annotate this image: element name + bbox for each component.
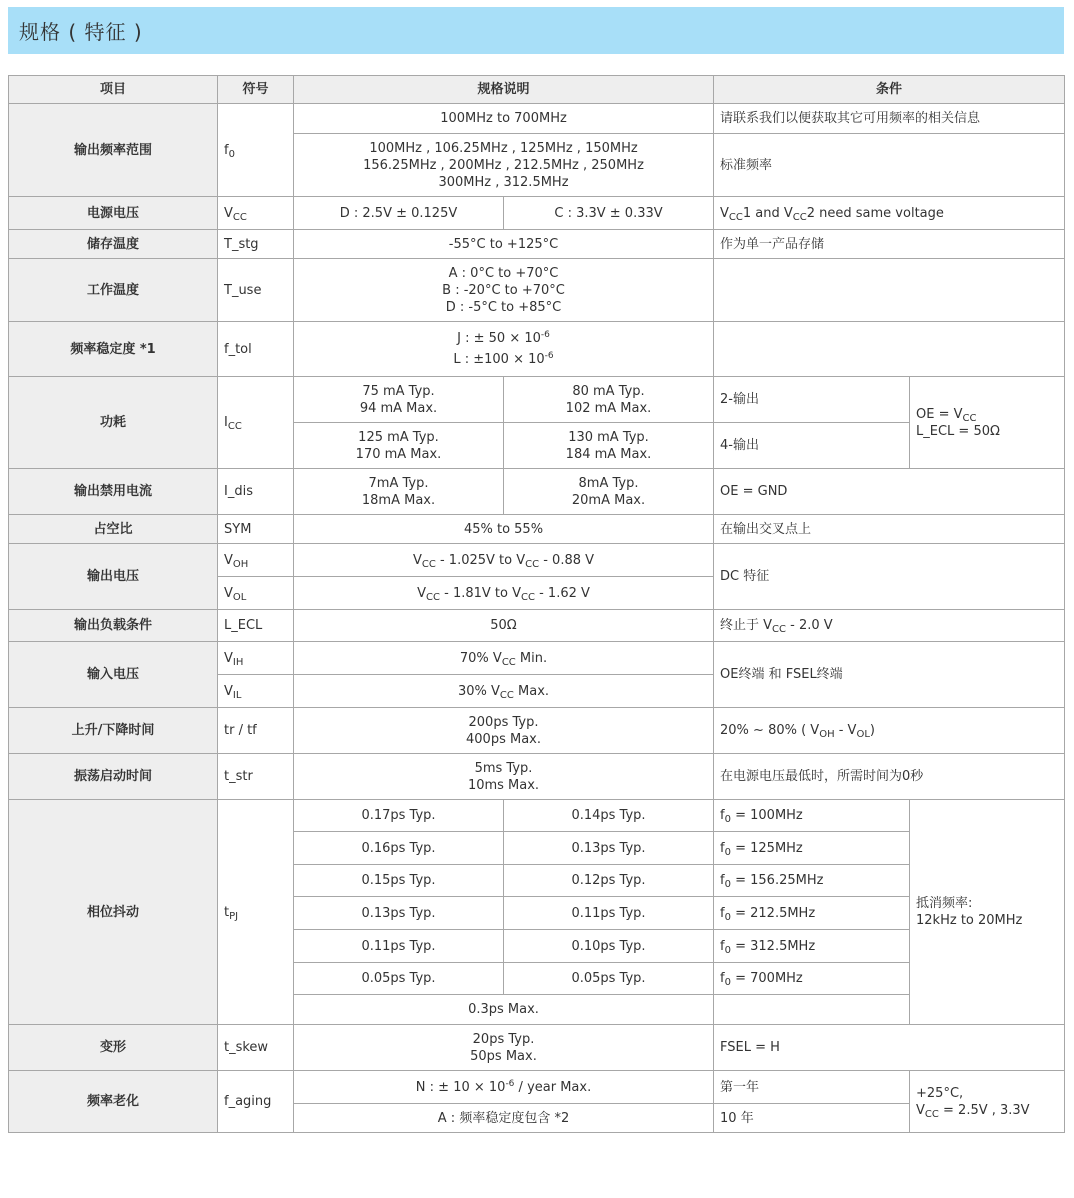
symbol-cell: $V_{OL}$ <box>218 577 294 610</box>
table-row <box>9 322 1065 377</box>
header-spec: 规格说明 <box>294 76 714 104</box>
table-row <box>9 197 1065 230</box>
spec-cell: 45% to 55% <box>294 515 714 544</box>
spec-cell: N : ± $10 \times 10^{-6}$ / year Max. <box>294 1071 714 1104</box>
table-row <box>9 544 1065 577</box>
symbol-cell: $V_{IH}$ <box>218 642 294 675</box>
symbol-cell: $I_{CC}$ <box>218 377 294 469</box>
row-label: 工作温度 <box>9 259 218 322</box>
row-label: 上升/下降时间 <box>9 708 218 754</box>
spec-cell: 0.11ps Typ. <box>294 930 504 963</box>
row-label: 占空比 <box>9 515 218 544</box>
spec-cell: 0.14ps Typ. <box>504 800 714 832</box>
spec-cell: 0.3ps Max. <box>294 995 714 1025</box>
spec-cell: 125 mA Typ. 170 mA Max. <box>294 423 504 469</box>
spec-cell: 0.10ps Typ. <box>504 930 714 963</box>
symbol-cell: $V_{IL}$ <box>218 675 294 708</box>
condition-cell: 在电源电压最低时，所需时间为0秒 <box>714 754 1065 800</box>
spec-cell: A : 0°C to +70°C B : -20°C to +70°C D : -5°C to +85°C <box>294 259 714 322</box>
row-label: 输出禁用电流 <box>9 469 218 515</box>
table-header-row <box>9 76 1065 104</box>
condition-cell: +25°C, $V_{CC} = 2.5V$ , 3.3V <box>910 1071 1065 1133</box>
symbol-cell: f_aging <box>218 1071 294 1133</box>
condition-cell: 4-输出 <box>714 423 910 469</box>
condition-cell: OE = GND <box>714 469 1065 515</box>
row-label: 输入电压 <box>9 642 218 708</box>
spec-cell: 0.05ps Typ. <box>504 963 714 995</box>
spec-cell: 100MHz , 106.25MHz , 125MHz , 150MHz 156.25MHz , 200MHz , 212.5MHz , 250MHz 300MHz , 312.5MHz <box>294 134 714 197</box>
spec-cell: 0.05ps Typ. <box>294 963 504 995</box>
condition-cell <box>714 322 1065 377</box>
table-row <box>9 259 1065 322</box>
row-label: 相位抖动 <box>9 800 218 1025</box>
spec-cell: 50Ω <box>294 610 714 642</box>
symbol-cell: SYM <box>218 515 294 544</box>
row-label: 功耗 <box>9 377 218 469</box>
condition-cell: $V_{CC}1$ and $V_{CC}2$ need same voltage <box>714 197 1065 230</box>
spec-cell: 70% $V_{CC}$ Min. <box>294 642 714 675</box>
spec-cell: $V_{CC} - 1.025V$ to $V_{CC} - 0.88$ V <box>294 544 714 577</box>
table-row <box>9 1071 1065 1104</box>
spec-cell: 100MHz to 700MHz <box>294 104 714 134</box>
symbol-cell: L_ECL <box>218 610 294 642</box>
symbol-cell: T_use <box>218 259 294 322</box>
spec-cell: 0.13ps Typ. <box>294 897 504 930</box>
table-row <box>9 754 1065 800</box>
spec-table <box>8 75 1065 1133</box>
condition-cell: 20% ~ 80% ( $V_{OH} - V_{OL}$) <box>714 708 1065 754</box>
row-label: 输出负载条件 <box>9 610 218 642</box>
spec-cell: 0.12ps Typ. <box>504 865 714 897</box>
symbol-cell: t_str <box>218 754 294 800</box>
condition-cell: OE = $V_{CC}$ L_ECL = 50Ω <box>910 377 1065 469</box>
condition-cell: $f_0 = 100MHz$ <box>714 800 910 832</box>
spec-cell: 20ps Typ. 50ps Max. <box>294 1025 714 1071</box>
spec-cell: 0.17ps Typ. <box>294 800 504 832</box>
spec-cell: 130 mA Typ. 184 mA Max. <box>504 423 714 469</box>
spec-cell: -55°C to +125°C <box>294 230 714 259</box>
row-label: 频率老化 <box>9 1071 218 1133</box>
header-item: 项目 <box>9 76 218 104</box>
section-header <box>8 7 1064 54</box>
symbol-cell: $V_{CC}$ <box>218 197 294 230</box>
condition-cell: 2-输出 <box>714 377 910 423</box>
condition-cell: $f_0 = 212.5MHz$ <box>714 897 910 930</box>
spec-cell: 0.11ps Typ. <box>504 897 714 930</box>
spec-cell: 8mA Typ. 20mA Max. <box>504 469 714 515</box>
table-row <box>9 230 1065 259</box>
symbol-cell: $t_{PJ}$ <box>218 800 294 1025</box>
table-row <box>9 515 1065 544</box>
spec-cell: $V_{CC} - 1.81V$ to $V_{CC} - 1.62$ V <box>294 577 714 610</box>
symbol-cell: f_tol <box>218 322 294 377</box>
condition-cell: $f_0 = 156.25MHz$ <box>714 865 910 897</box>
table-row <box>9 104 1065 134</box>
symbol-cell: T_stg <box>218 230 294 259</box>
header-symbol: 符号 <box>218 76 294 104</box>
condition-cell: $f_0 = 312.5MHz$ <box>714 930 910 963</box>
symbol-cell: t_skew <box>218 1025 294 1071</box>
table-row <box>9 708 1065 754</box>
condition-cell: 在输出交叉点上 <box>714 515 1065 544</box>
header-condition: 条件 <box>714 76 1065 104</box>
row-label: 储存温度 <box>9 230 218 259</box>
spec-cell: C : 3.3V ± 0.33V <box>504 197 714 230</box>
condition-cell: 请联系我们以便获取其它可用频率的相关信息 <box>714 104 1065 134</box>
condition-cell: OE终端 和 FSEL终端 <box>714 642 1065 708</box>
condition-cell: $f_0 = 125MHz$ <box>714 832 910 865</box>
condition-cell: 作为单一产品存储 <box>714 230 1065 259</box>
spec-cell: J : ± $50 \times 10^{-6}$ L : $\pm 100 \times 10^{-6}$ <box>294 322 714 377</box>
condition-cell: $f_0 = 700MHz$ <box>714 963 910 995</box>
spec-cell: 80 mA Typ. 102 mA Max. <box>504 377 714 423</box>
spec-cell: 5ms Typ. 10ms Max. <box>294 754 714 800</box>
row-label: 振荡启动时间 <box>9 754 218 800</box>
symbol-cell: $f_0$ <box>218 104 294 197</box>
spec-cell: 0.16ps Typ. <box>294 832 504 865</box>
row-label: 输出电压 <box>9 544 218 610</box>
spec-cell: 0.13ps Typ. <box>504 832 714 865</box>
condition-cell: 终止于 $V_{CC} - 2.0$ V <box>714 610 1065 642</box>
table-row <box>9 469 1065 515</box>
spec-cell: 200ps Typ. 400ps Max. <box>294 708 714 754</box>
condition-cell <box>714 995 910 1025</box>
symbol-cell: tr / tf <box>218 708 294 754</box>
spec-cell: 75 mA Typ. 94 mA Max. <box>294 377 504 423</box>
condition-cell: 10 年 <box>714 1104 910 1133</box>
spec-cell: 7mA Typ. 18mA Max. <box>294 469 504 515</box>
table-row <box>9 1025 1065 1071</box>
table-row <box>9 610 1065 642</box>
spec-cell: D : 2.5V ± 0.125V <box>294 197 504 230</box>
table-row <box>9 377 1065 423</box>
condition-cell: DC 特征 <box>714 544 1065 610</box>
section-title: 规格 ( 特征 ) <box>19 20 143 44</box>
row-label: 电源电压 <box>9 197 218 230</box>
condition-cell: 第一年 <box>714 1071 910 1104</box>
spec-cell: 30% $V_{CC}$ Max. <box>294 675 714 708</box>
spec-cell: A : 频率稳定度包含 *2 <box>294 1104 714 1133</box>
symbol-cell: $V_{OH}$ <box>218 544 294 577</box>
row-label: 输出频率范围 <box>9 104 218 197</box>
condition-cell: 标准频率 <box>714 134 1065 197</box>
symbol-cell: I_dis <box>218 469 294 515</box>
condition-cell: FSEL = H <box>714 1025 1065 1071</box>
table-row <box>9 642 1065 675</box>
spec-cell: 0.15ps Typ. <box>294 865 504 897</box>
condition-cell: 抵消频率: 12kHz to 20MHz <box>910 800 1065 1025</box>
row-label: 频率稳定度 *1 <box>9 322 218 377</box>
condition-cell <box>714 259 1065 322</box>
table-row <box>9 800 1065 832</box>
row-label: 变形 <box>9 1025 218 1071</box>
